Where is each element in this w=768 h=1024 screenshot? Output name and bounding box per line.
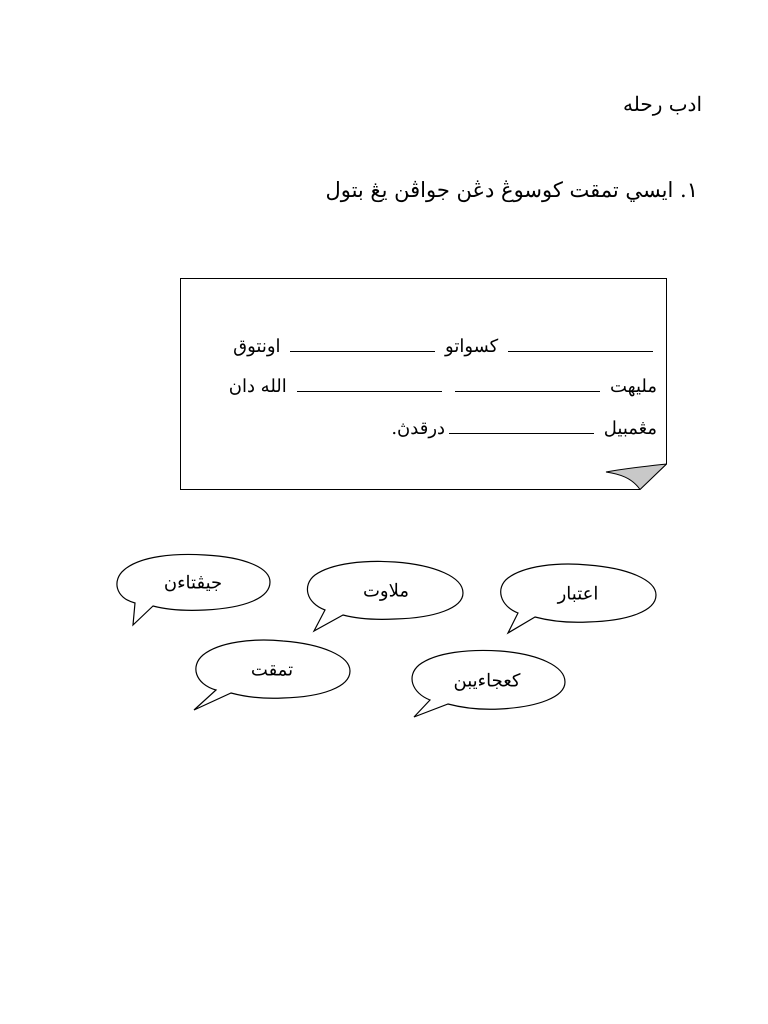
line2-word-2: الله دان xyxy=(228,376,287,397)
line1-word-2: اونتوق xyxy=(233,336,281,357)
answer-label-4: تمقت xyxy=(250,659,294,681)
answer-label-1: جيڤتاءن xyxy=(163,572,223,594)
answer-label-2: ملاوت xyxy=(362,580,410,602)
page-title: ادب رحله xyxy=(622,92,702,116)
line2-word-1: مليهت xyxy=(609,376,657,397)
line3-word-1: مڠمبيل xyxy=(603,418,657,439)
answer-label-3: اعتبار xyxy=(557,583,599,605)
line1-word-1: كسواتو xyxy=(445,336,499,357)
answer-label-5: كعجاءيبن xyxy=(453,670,521,692)
question-text: ١. ايسي تمقت كوسوڠ دڠن جواڤن يڠ بتول xyxy=(325,178,698,202)
line3-word-2: درقدڽ. xyxy=(391,418,446,439)
